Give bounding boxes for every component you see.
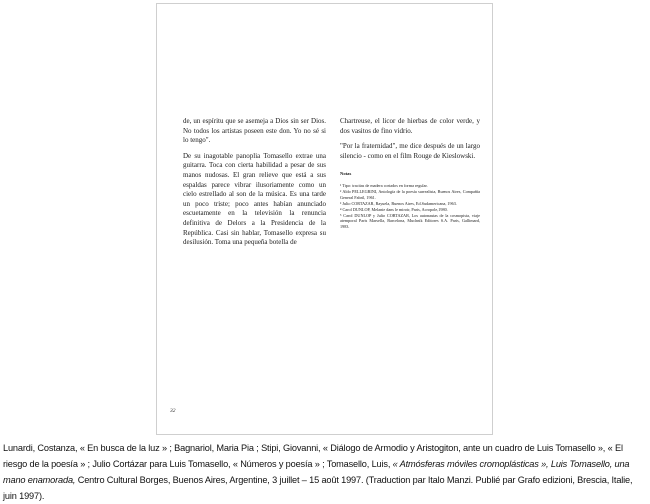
right-paragraph-1: Chartreuse, el licor de hierbas de color verde, y dos vasitos de fino vidrio. (340, 117, 480, 135)
right-text-column (340, 117, 480, 230)
notes-list (340, 183, 480, 230)
caption-text-end: Centro Cultural Borges, Buenos Aires, Argentine, 3 juillet – 15 août 1997. (Traduction par Italo Manzi. Publié par Grafo edizioni, Brescia, Italie, juin 1997). (3, 475, 633, 501)
right-paragraph-2: "Por la fraternidad", me dice después de un largo silencio - como en el film Rouge de Kieslowski. (340, 142, 480, 160)
page-number: 32 (170, 408, 176, 414)
note-item: ⁴ Carol DUNLOP, Melanie dans le miroir, Paris, Acropole,1980. (340, 206, 448, 212)
caption-italic-title: « Atmósferas móviles cromoplásticas », Luis Tomasello, una mano enamorada, (3, 459, 630, 485)
document-page (156, 3, 493, 435)
notes-heading: Notas (340, 171, 352, 177)
left-text-column (183, 117, 326, 254)
caption-text-start: Lunardi, Costanza, « En busca de la luz » ; Bagnariol, Maria Pia ; Stipi, Giovanni, « Diálogo de Armodio y Aristogiton, ante un cuadro de Luis Tomasello », « El riesgo de la poesía » ; Julio Cortázar para Luis Tomasello, « Números y poesía » ; Tomasello, Luis, (3, 443, 623, 469)
left-paragraph-1: de, un espíritu que se asemeja a Dios sin ser Dios. No todos los artistas poseen este don. Yo no sé si lo tengo". (183, 117, 326, 145)
note-item: ¹ Tipo: tracitas de madera cortados en forma regular. (340, 182, 428, 188)
note-item: ⁵ Carol DUNLOP y Julio CORTAZAR, Los autonautas de la cosmopista, viaje atemporal Paris Marsella, Barcelona, Muchnik Editores S.A. Paris, Gallimard, 1983. (340, 212, 480, 230)
note-item: ² Aldo PELLEGRINI, Antología de la poesía surrealista, Buenos Aires, Compañía General Fabril, 1961. (340, 188, 480, 200)
left-paragraph-2: De su inagotable panoplia Tomasello extrae una guitarra. Toca con cierta habilidad a pesar de sus manos nudosas. El gran relieve que está a sus espaldas parece vibrar ilusoriamente como un cielo estrellado al son de la música. Es una tarde un poco triste; poco antes habían anunciado escuetamente en la televisión la renuncia definitiva de Delors a la Presidencia de la República. Casi sin hablar, Tomasello expresa su desilusión. Toma una pequeña botella de (183, 151, 326, 247)
image-caption (3, 440, 648, 504)
note-item: ³ Julio CORTAZAR, Rayuela, Buenos Aires, Ed.Sudamericana, 1963. (340, 200, 457, 206)
